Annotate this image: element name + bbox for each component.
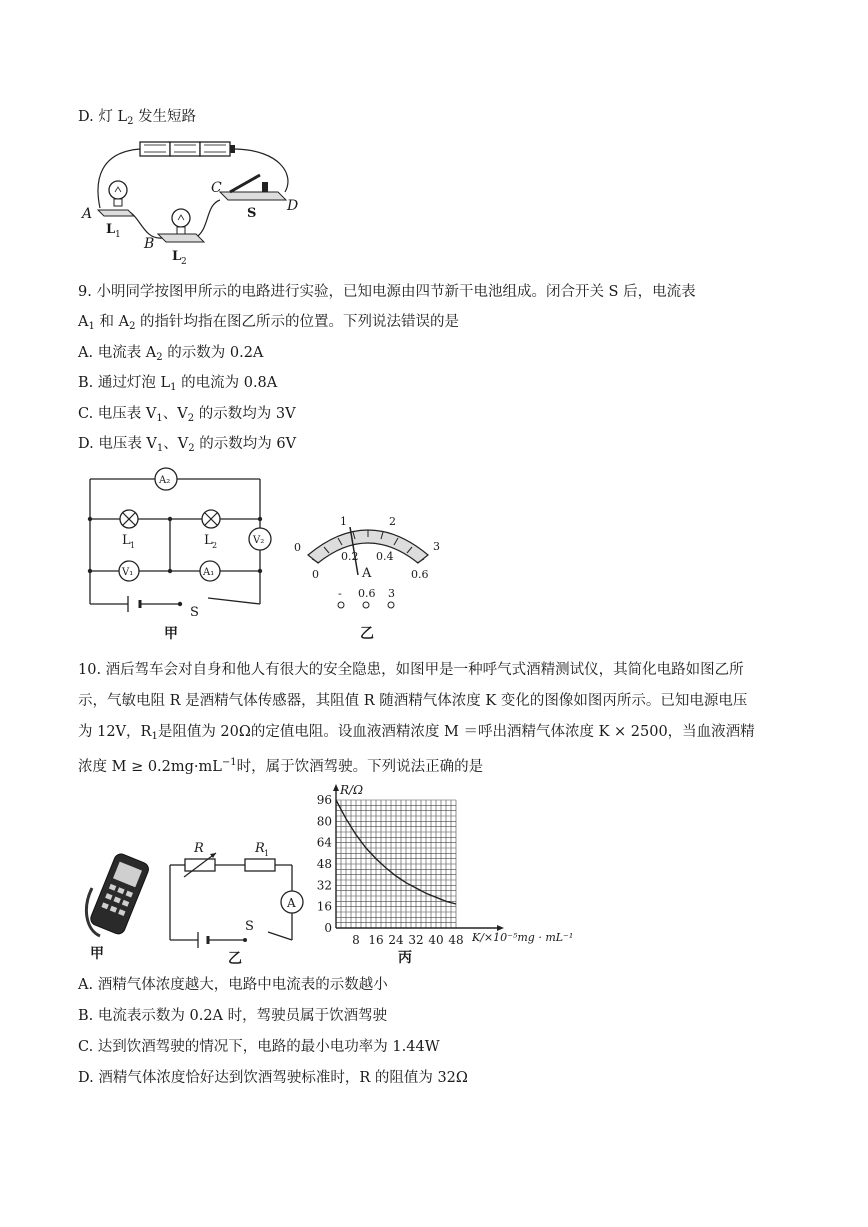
- q9-option-c: C. 电压表 $V_1$、$V_2$ 的示数均为 3V: [78, 406, 296, 424]
- svg-text:D: D: [287, 198, 299, 214]
- svg-text:S: S: [245, 919, 254, 934]
- svg-text:0.4: 0.4: [376, 550, 394, 563]
- svg-text:A₁: A₁: [203, 567, 215, 578]
- y-axis-arrow-icon: [333, 784, 339, 791]
- x-axis-label: K/×10⁻⁵mg · mL⁻¹: [472, 931, 574, 944]
- q10-option-c: C. 达到饮酒驾驶的情况下，电路的最小电功率为 1.44W: [78, 1039, 440, 1055]
- svg-text:L: L: [106, 222, 116, 237]
- q8-circuit-figure: [80, 130, 310, 270]
- svg-text:S: S: [190, 605, 199, 620]
- svg-text:3: 3: [433, 540, 440, 553]
- q9-stem-line-1: 9. 小明同学按图甲所示的电路进行实验，已知电源由四节新干电池组成。闭合开关 S 后，电流表: [78, 284, 696, 300]
- svg-text:L: L: [172, 249, 182, 264]
- svg-text:0.6: 0.6: [411, 568, 429, 581]
- svg-text:0.2: 0.2: [341, 550, 359, 563]
- svg-text:乙: 乙: [360, 626, 374, 642]
- q10-r-k-chart-bing: [300, 780, 600, 970]
- svg-text:1: 1: [264, 849, 270, 858]
- battery-icon: [128, 596, 140, 612]
- x-tick-label: 24: [388, 933, 404, 947]
- q8-option-d: D. 灯 $L_2$ 发生短路: [78, 109, 197, 127]
- svg-text:A: A: [287, 896, 296, 910]
- y-axis-label: R/Ω: [340, 783, 364, 797]
- svg-text:乙: 乙: [228, 951, 242, 965]
- x-tick-label: 32: [408, 933, 424, 947]
- battery-pack-icon: [140, 142, 235, 156]
- x-tick-label: 8: [352, 933, 360, 947]
- svg-text:1: 1: [130, 541, 136, 550]
- y-tick-label: 80: [316, 814, 332, 829]
- switch-s-icon: [220, 175, 286, 200]
- breathalyzer-icon: [89, 852, 151, 936]
- svg-text:R: R: [194, 841, 204, 856]
- q10-stem-line-4: 浓度 $M \ge 0.2mg\cdot mL^{-1}$时，属于饮酒驾驶。下列说法正确的是: [78, 757, 484, 775]
- q9-option-a: A. 电流表 $A_2$ 的示数为 0.2A: [78, 345, 264, 363]
- svg-text:2: 2: [212, 541, 218, 550]
- svg-text:A: A: [82, 206, 93, 222]
- q10-stem-line-3: 为 12V，$R_1$是阻值为 20Ω的定值电阻。设血液酒精浓度 M ＝呼出酒精气体浓度 K × 2500，当血液酒精: [78, 724, 755, 742]
- q10-option-d: D. 酒精气体浓度恰好达到饮酒驾驶标准时，R 的阻值为 32Ω: [78, 1070, 468, 1086]
- ammeter-a2-icon: [155, 468, 177, 490]
- voltmeter-v2-icon: [249, 528, 271, 550]
- lamp-l1-icon: [98, 181, 134, 216]
- svg-text:0: 0: [312, 568, 319, 581]
- q10-breathalyzer-jia: [80, 848, 160, 963]
- svg-text:-: -: [338, 587, 342, 600]
- y-tick-label: 96: [316, 793, 332, 807]
- svg-text:S: S: [247, 206, 257, 221]
- svg-text:A: A: [362, 566, 372, 581]
- q9-circuit-jia: [80, 464, 280, 644]
- y-tick-label: 64: [316, 835, 332, 850]
- figure-caption: 丙: [398, 950, 412, 966]
- q10-stem-line-2: 示，气敏电阻 R 是酒精气体传感器，其阻值 R 随酒精气体浓度 K 变化的图像如图丙所示。已知电源电压: [78, 693, 748, 709]
- svg-text:2: 2: [389, 515, 396, 528]
- svg-text:V₂: V₂: [253, 535, 265, 546]
- svg-text:甲: 甲: [164, 626, 178, 642]
- y-tick-label: 0: [324, 921, 332, 935]
- y-tick-label: 16: [316, 899, 332, 914]
- svg-text:2: 2: [181, 257, 187, 267]
- q10-stem-line-1: 10. 酒后驾车会对自身和他人有很大的安全隐患，如图甲是一种呼气式酒精测试仪，其简化电路如图乙所: [78, 662, 744, 678]
- chart-grid: [336, 800, 456, 928]
- ammeter-a1-icon: [200, 561, 220, 581]
- x-tick-label: 48: [448, 933, 464, 947]
- lamp-l2-icon: [202, 510, 220, 528]
- svg-text:L: L: [122, 533, 131, 548]
- voltmeter-v1-icon: [119, 561, 139, 581]
- q10-option-a: A. 酒精气体浓度越大，电路中电流表的示数越小: [78, 977, 388, 993]
- q10-option-b: B. 电流表示数为 0.2A 时，驾驶员属于饮酒驾驶: [78, 1008, 388, 1024]
- lamp-l2-icon: [158, 209, 204, 242]
- q9-option-b: B. 通过灯泡 $L_1$ 的电流为 0.8A: [78, 375, 278, 393]
- x-tick-label: 40: [428, 933, 444, 947]
- svg-text:L: L: [204, 533, 213, 548]
- y-tick-label: 32: [316, 878, 332, 893]
- svg-text:0: 0: [294, 541, 301, 554]
- resistor-r1-icon: [245, 859, 275, 871]
- svg-text:1: 1: [115, 230, 121, 240]
- svg-text:R: R: [255, 841, 265, 856]
- svg-text:甲: 甲: [90, 946, 104, 962]
- y-tick-label: 48: [316, 857, 332, 871]
- svg-text:B: B: [144, 236, 155, 252]
- q9-ammeter-dial-yi: [288, 505, 448, 645]
- svg-text:A₂: A₂: [159, 475, 171, 486]
- q10-circuit-yi: [160, 835, 305, 965]
- q9-stem-line-2: $A_1$ 和 $A_2$ 的指针均指在图乙所示的位置。下列说法错误的是: [78, 314, 460, 332]
- x-tick-label: 16: [368, 933, 384, 947]
- lamp-l1-icon: [120, 510, 138, 528]
- q9-option-d: D. 电压表 $V_1$、$V_2$ 的示数均为 6V: [78, 436, 297, 454]
- svg-text:1: 1: [340, 515, 347, 528]
- svg-text:C: C: [211, 180, 222, 196]
- svg-text:3: 3: [388, 587, 395, 600]
- svg-text:V₁: V₁: [122, 567, 134, 578]
- svg-text:0.6: 0.6: [358, 587, 376, 600]
- battery-icon: [198, 932, 208, 948]
- variable-resistor-r-icon: [184, 853, 216, 877]
